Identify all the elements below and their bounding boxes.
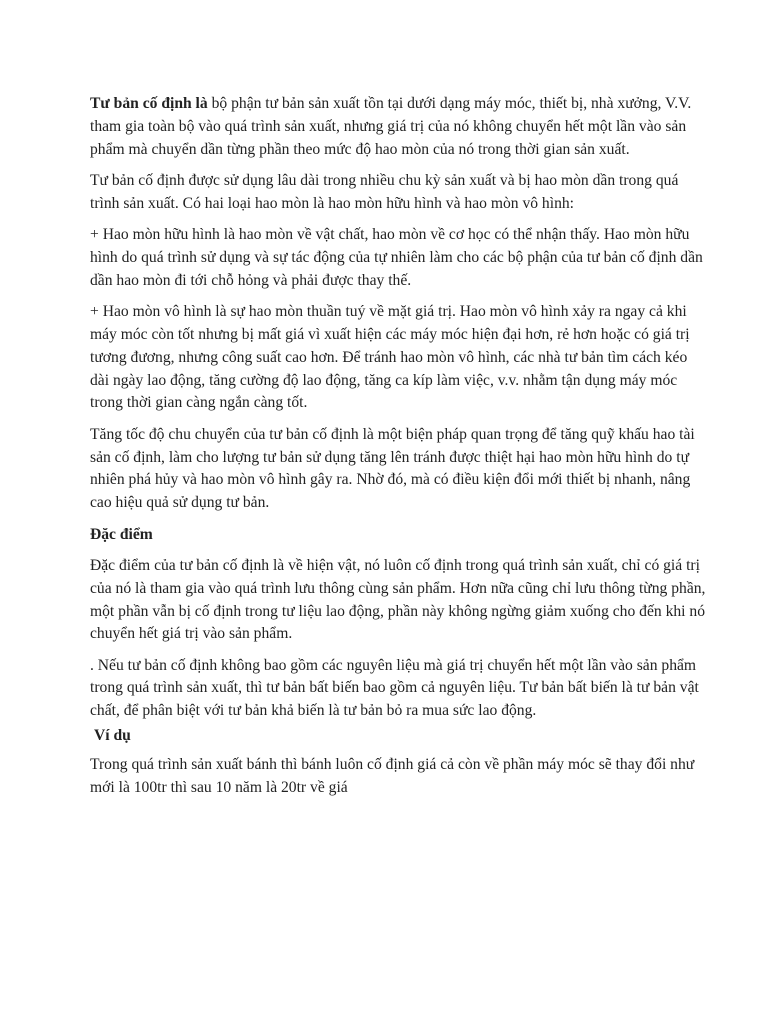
definition-text: bộ phận tư bản sản xuất tồn tại dưới dạng máy móc, thiết bị, nhà xưởng, V.V. tham gia toàn bộ vào quá trình sản xuất, nhưng giá trị của nó không chuyển hết một lần vào sản phẩm mà chuyển dần từng phần theo mức độ hao mòn của nó trong thời gian sản xuất. [90, 95, 692, 158]
paragraph-intangible-wear: + Hao mòn vô hình là sự hao mòn thuần tuý về mặt giá trị. Hao mòn vô hình xảy ra ngay cả khi máy móc còn tốt nhưng bị mất giá vì xuất hiện các máy móc hiện đại hơn, rẻ hơn hoặc có giá trị tương đương, nhưng công suất cao hơn. Để tránh hao mòn vô hình, các nhà tư bản tìm cách kéo dài ngày lao động, tăng cường độ lao động, tăng ca kíp làm việc, v.v. nhằm tận dụng máy móc trong thời gian càng ngắn càng tốt. [90, 303, 690, 412]
paragraph-tangible-wear: + Hao mòn hữu hình là hao mòn về vật chất, hao mòn về cơ học có thể nhận thấy. Hao mòn hữu hình do quá trình sử dụng và sự tác động của tự nhiên làm cho các bộ phận của tư bản cố định dần dần hao mòn đi tới chỗ hỏng và phải được thay thế. [90, 226, 703, 289]
paragraph-turnover: Tăng tốc độ chu chuyển của tư bản cố định là một biện pháp quan trọng để tăng quỹ khấu hao tài sản cố định, làm cho lượng tư bản sử dụng tăng lên tránh được thiệt hại hao mòn hữu hình do tự nhiên phá hủy và hao mòn vô hình gây ra. Nhờ đó, mà có điều kiện đổi mới thiết bị nhanh, nâng cao hiệu quả sử dụng tư bản. [90, 425, 695, 512]
heading-characteristics: Đặc điểm [90, 525, 153, 543]
heading-example: Ví dụ [94, 727, 131, 745]
document-body [90, 93, 710, 808]
paragraph-constant-capital: . Nếu tư bản cố định không bao gồm các nguyên liệu mà giá trị chuyển hết một lần vào sản phẩm trong quá trình sản xuất, thì tư bản bất biến bao gồm cả nguyên liệu. Tư bản bất biến là tư bản vật chất, để phân biệt với tư bản khả biến là tư bản bỏ ra mua sức lao động. [90, 656, 699, 720]
term-bold: Tư bản cố định là [90, 95, 208, 112]
paragraph-example: Trong quá trình sản xuất bánh thì bánh luôn cố định giá cả còn về phần máy móc sẽ thay đổi như mới là 100tr thì sau 10 năm là 20tr về giá [90, 755, 695, 796]
paragraph-characteristics: Đặc điểm của tư bản cố định là về hiện vật, nó luôn cố định trong quá trình sản xuất, chỉ có giá trị của nó là tham gia vào quá trình lưu thông cùng sản phẩm. Hơn nữa cũng chỉ lưu thông từng phần, một phần vẫn bị cố định trong tư liệu lao động, phần này không ngừng giảm xuống cho đến khi nó chuyển hết giá trị vào sản phẩm. [90, 556, 706, 643]
paragraph-wear-intro: Tư bản cố định được sử dụng lâu dài trong nhiều chu kỳ sản xuất và bị hao mòn dần trong quá trình sản xuất. Có hai loại hao mòn là hao mòn hữu hình và hao mòn vô hình: [90, 171, 679, 212]
paragraph-definition [90, 93, 710, 161]
